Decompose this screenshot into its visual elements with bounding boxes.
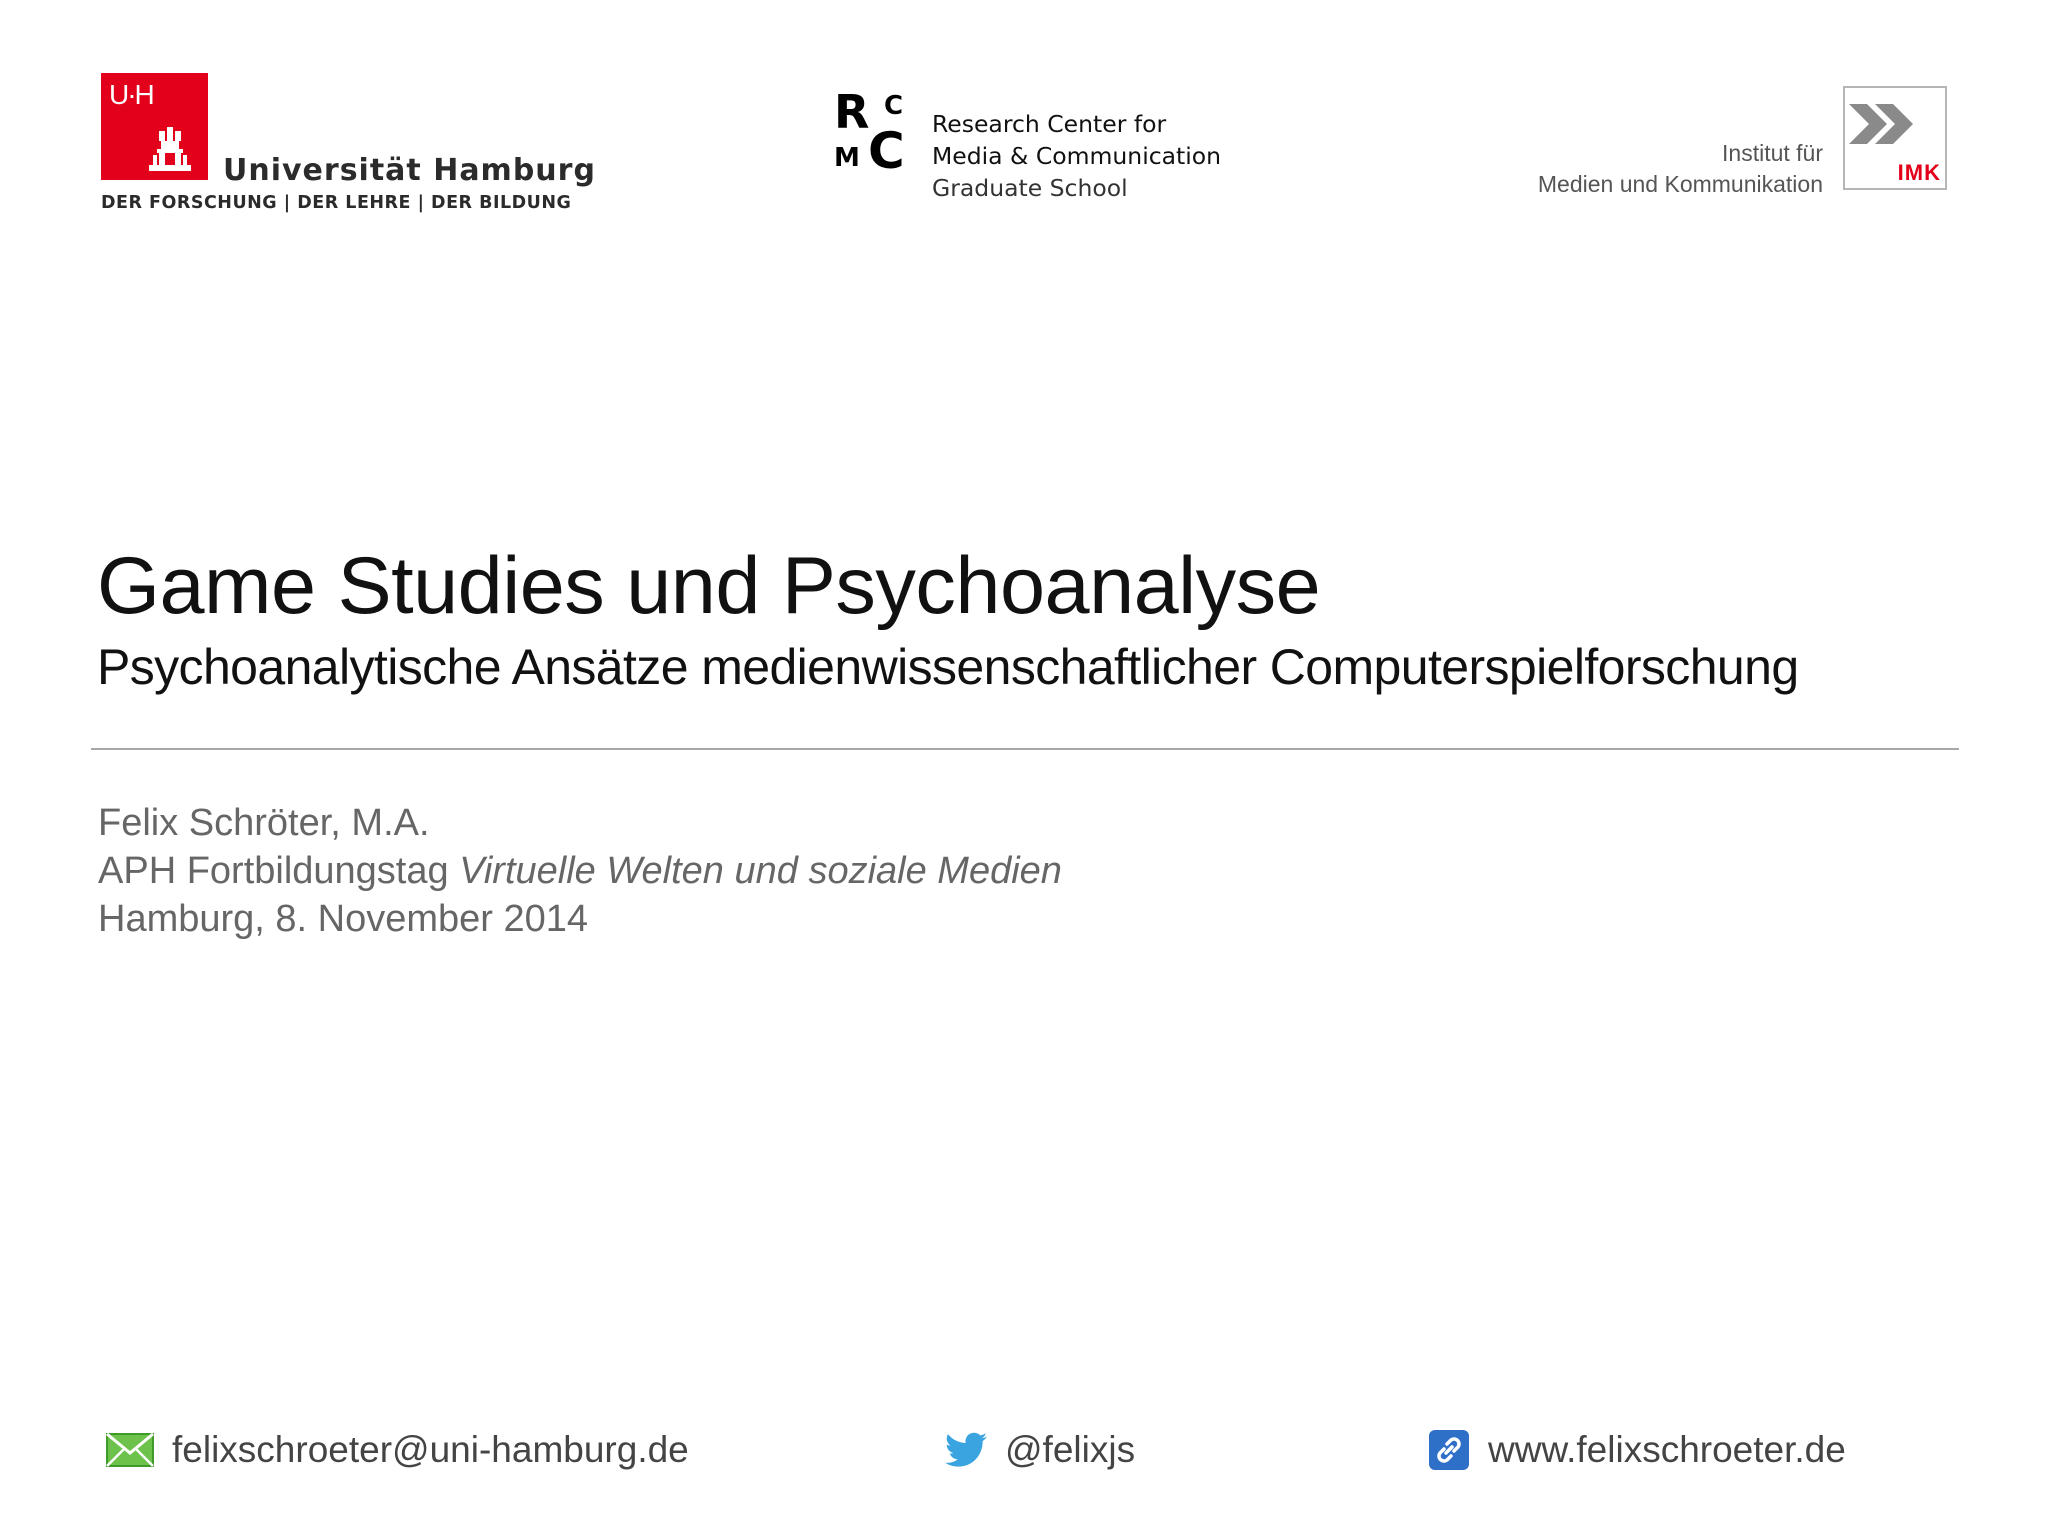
uhh-logo-mark: [101, 73, 208, 180]
slide-title: Game Studies und Psychoanalyse: [97, 541, 1321, 631]
event-line: [98, 847, 1062, 895]
link-icon: [1428, 1429, 1470, 1471]
rcmc-text: [932, 108, 1221, 204]
imk-line-1: Institut für: [1722, 140, 1823, 166]
contact-twitter[interactable]: [945, 1425, 1135, 1475]
twitter-bird-icon: [945, 1432, 987, 1468]
author-line: Felix Schröter, M.A.: [98, 802, 430, 844]
slide-subtitle: Psychoanalytische Ansätze medienwissenschaftlicher Computerspielforschung: [97, 639, 1799, 695]
uhh-motto: DER FORSCHUNG | DER LEHRE | DER BILDUNG: [101, 193, 572, 213]
svg-text:C: C: [868, 122, 905, 170]
event-name: Virtuelle Welten und soziale Medien: [459, 850, 1062, 892]
twitter-handle[interactable]: @felixjs: [1005, 1429, 1136, 1470]
uhh-building-icon: [101, 73, 208, 180]
uhh-name: Universität Hamburg: [223, 153, 596, 188]
uhh-mark-letters: U·H: [109, 79, 153, 110]
uhh-logo: [101, 73, 596, 223]
envelope-icon: [106, 1433, 154, 1467]
rcmc-line-2: Media & Communication: [932, 142, 1222, 170]
svg-text:M: M: [834, 143, 860, 170]
slide-meta: [98, 799, 1062, 943]
imk-line-2: Medien und Kommunikation: [1537, 171, 1823, 197]
email-text[interactable]: felixschroeter@uni-hamburg.de: [172, 1429, 689, 1470]
website-text[interactable]: www.felixschroeter.de: [1488, 1429, 1846, 1470]
imk-label: IMK: [1897, 160, 1941, 185]
imk-text: [1538, 138, 1823, 200]
svg-text:C: C: [884, 91, 904, 121]
contact-website[interactable]: [1428, 1425, 1846, 1475]
imk-logo-box: [1843, 86, 1947, 190]
rcmc-logo-mark: [834, 86, 918, 170]
svg-text:R: R: [834, 86, 870, 139]
event-prefix: APH Fortbildungstag: [98, 850, 460, 892]
place-date-line: Hamburg, 8. November 2014: [98, 898, 589, 940]
divider-line: [91, 748, 1959, 750]
contact-email[interactable]: [106, 1425, 689, 1475]
rcmc-logo: [834, 86, 1234, 206]
rcmc-line-1: Research Center for: [932, 110, 1167, 138]
double-chevron-icon: [1845, 94, 1945, 164]
imk-logo: [1505, 86, 1947, 196]
rcmc-line-3: Graduate School: [932, 174, 1128, 202]
